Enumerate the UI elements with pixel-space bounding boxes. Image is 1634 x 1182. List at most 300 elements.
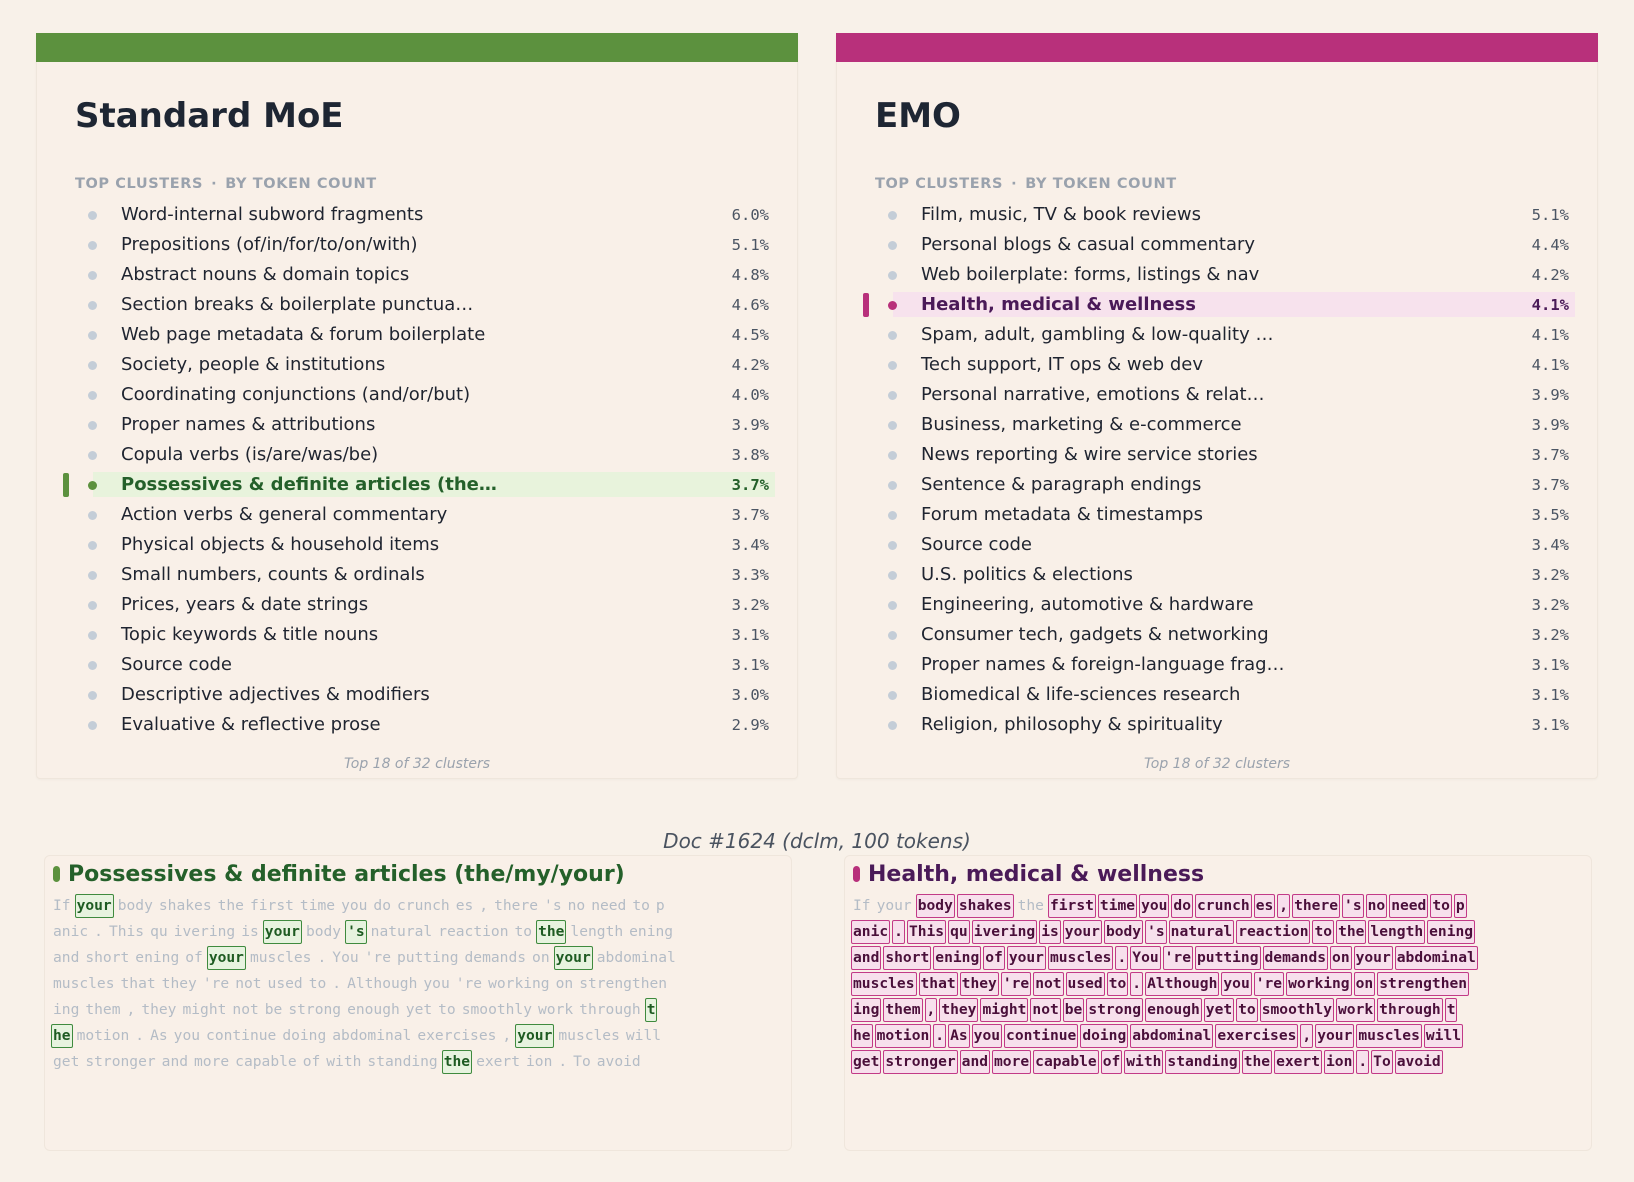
token: avoid	[1395, 1050, 1443, 1074]
cluster-percent: 4.1%	[1531, 356, 1569, 374]
token: doing	[1080, 1024, 1128, 1048]
token: ening	[629, 923, 674, 940]
token: stronger	[883, 1050, 957, 1074]
panel-title: EMO	[875, 96, 961, 136]
subtitle-right: BY TOKEN COUNT	[225, 176, 377, 192]
token-line	[851, 894, 1591, 920]
bullet-icon	[888, 421, 897, 430]
token-line	[51, 1024, 791, 1050]
cluster-label: Action verbs & general commentary	[121, 504, 448, 525]
cluster-color-pill	[53, 866, 60, 882]
cluster-percent: 5.1%	[731, 236, 769, 254]
token: them	[85, 1001, 121, 1018]
cluster-label: Coordinating conjunctions (and/or/but)	[121, 384, 471, 405]
cluster-label: Physical objects & household items	[121, 534, 440, 555]
token: 're	[202, 975, 230, 992]
token: to	[1107, 972, 1129, 996]
token: You	[1130, 946, 1160, 970]
token: ivering	[173, 923, 236, 940]
token: your	[1007, 946, 1046, 970]
bullet-icon	[888, 691, 897, 700]
cluster-row	[863, 710, 1575, 740]
token: ening	[933, 946, 981, 970]
token: crunch	[397, 897, 450, 914]
bullet-icon	[888, 721, 897, 730]
bullet-icon	[88, 451, 97, 460]
cluster-percent: 4.0%	[731, 386, 769, 404]
token: to	[1236, 998, 1258, 1022]
token: they	[939, 998, 978, 1022]
cluster-row	[863, 500, 1575, 530]
token: To	[573, 1053, 591, 1070]
token: working	[488, 975, 550, 992]
token: used	[267, 975, 303, 992]
token-line	[51, 894, 791, 920]
token-line	[851, 972, 1591, 998]
token-line	[51, 920, 791, 946]
cluster-label: Spam, adult, gambling & low-quality …	[921, 324, 1274, 345]
cluster-list	[863, 200, 1575, 740]
token: You	[332, 949, 359, 966]
cluster-row	[863, 680, 1575, 710]
cluster-label: Source code	[921, 534, 1032, 555]
subtitle-separator: ·	[1011, 176, 1018, 192]
cluster-percent: 6.0%	[731, 206, 769, 224]
token: on	[532, 949, 550, 966]
token: demands	[464, 949, 527, 966]
token: get	[851, 1050, 881, 1074]
bullet-icon	[888, 391, 897, 400]
token: 's	[544, 897, 562, 914]
token: your	[554, 946, 593, 970]
token-line	[51, 998, 791, 1024]
cluster-row	[863, 650, 1575, 680]
token: them	[883, 998, 922, 1022]
bullet-icon	[888, 631, 897, 640]
token: smoothly	[1260, 998, 1334, 1022]
token: .	[317, 949, 327, 966]
cluster-row	[863, 410, 1575, 440]
token: that	[919, 972, 958, 996]
token-stream	[51, 894, 791, 1076]
token: to	[438, 1001, 456, 1018]
token: the	[1017, 897, 1044, 914]
cluster-percent: 3.7%	[1531, 446, 1569, 464]
token: .	[1115, 946, 1128, 970]
token: abdominal	[596, 949, 676, 966]
cluster-label: Society, people & institutions	[121, 354, 386, 375]
cluster-row	[863, 260, 1575, 290]
token-line	[851, 998, 1591, 1024]
cluster-percent: 3.8%	[731, 446, 769, 464]
token: ion	[526, 1053, 553, 1070]
token: 're	[1163, 946, 1193, 970]
token: .	[135, 1027, 145, 1044]
token: exercises	[417, 1027, 497, 1044]
token: As	[150, 1027, 168, 1044]
cluster-percent: 4.8%	[731, 266, 769, 284]
token: time	[1098, 894, 1137, 918]
token-line	[51, 972, 791, 998]
cluster-percent: 3.4%	[1531, 536, 1569, 554]
token: ,	[126, 1001, 136, 1018]
token: your	[515, 1024, 554, 1048]
cluster-percent: 3.0%	[731, 686, 769, 704]
token-line	[851, 1024, 1591, 1050]
cluster-label: Descriptive adjectives & modifiers	[121, 684, 430, 705]
cluster-percent: 3.1%	[731, 626, 769, 644]
cluster-label: News reporting & wire service stories	[921, 444, 1258, 465]
bullet-icon	[88, 391, 97, 400]
cluster-percent: 3.3%	[731, 566, 769, 584]
token: through	[579, 1001, 641, 1018]
bullet-icon	[88, 631, 97, 640]
cluster-label: Source code	[121, 654, 232, 675]
cluster-row	[63, 410, 775, 440]
token: enough	[1145, 998, 1202, 1022]
panel-footer: Top 18 of 32 clusters	[1143, 756, 1291, 772]
bullet-icon	[888, 541, 897, 550]
token: be	[1063, 998, 1085, 1022]
token: you	[341, 897, 368, 914]
cluster-label: Business, marketing & e-commerce	[921, 414, 1242, 435]
token: .	[558, 1053, 568, 1070]
token: crunch	[1195, 894, 1252, 918]
token: es	[455, 897, 474, 914]
token: strengthen	[579, 975, 668, 992]
cluster-label: Sentence & paragraph endings	[921, 474, 1202, 495]
cluster-row	[63, 320, 775, 350]
cluster-label: Consumer tech, gadgets & networking	[921, 624, 1269, 645]
cluster-percent: 3.9%	[731, 416, 769, 434]
token: If	[53, 897, 71, 914]
bullet-icon	[888, 481, 897, 490]
token: length	[1368, 920, 1425, 944]
token: This	[108, 923, 145, 940]
cluster-percent: 4.6%	[731, 296, 769, 314]
panel-subtitle	[75, 176, 377, 192]
token: you	[423, 975, 450, 992]
token: work	[538, 1001, 574, 1018]
cluster-percent: 4.2%	[731, 356, 769, 374]
token: ion	[1324, 1050, 1354, 1074]
cluster-label: Proper names & attributions	[121, 414, 376, 435]
cluster-color-pill	[853, 866, 860, 882]
token: and	[851, 946, 881, 970]
cluster-label: Abstract nouns & domain topics	[121, 264, 410, 285]
cluster-label: Film, music, TV & book reviews	[921, 204, 1201, 225]
token: more	[992, 1050, 1031, 1074]
token: there	[494, 897, 539, 914]
token: 're	[1254, 972, 1284, 996]
cluster-label: Personal narrative, emotions & relat…	[921, 384, 1265, 405]
token: length	[570, 923, 624, 940]
token: they	[960, 972, 999, 996]
token: to	[308, 975, 327, 992]
token: on	[1354, 972, 1376, 996]
token: demands	[1263, 946, 1329, 970]
token: will	[625, 1027, 662, 1044]
cluster-label: Proper names & foreign-language frag…	[921, 654, 1285, 675]
cluster-label: Topic keywords & title nouns	[121, 624, 379, 645]
token: ,	[925, 998, 938, 1022]
subtitle-separator: ·	[211, 176, 218, 192]
bullet-icon	[888, 661, 897, 670]
token: shakes	[957, 894, 1014, 918]
token-line	[51, 1050, 791, 1076]
token: ening	[1427, 920, 1475, 944]
token: do	[373, 897, 391, 914]
token: and	[161, 1053, 189, 1070]
cluster-label: Possessives & definite articles (the…	[121, 474, 497, 495]
token: of	[302, 1053, 321, 1070]
token: .	[1130, 972, 1143, 996]
panel-color-bar	[836, 33, 1598, 62]
token: your	[207, 946, 246, 970]
token: shakes	[158, 897, 212, 914]
cluster-percent: 3.7%	[1531, 476, 1569, 494]
token: reaction	[1236, 920, 1310, 944]
token: on	[1330, 946, 1352, 970]
token: first	[1048, 894, 1096, 918]
token: Although	[347, 975, 418, 992]
cluster-percent: 2.9%	[731, 716, 769, 734]
token: need	[1389, 894, 1428, 918]
token: exercises	[1215, 1024, 1298, 1048]
token: that	[120, 975, 156, 992]
panel-subtitle	[875, 176, 1177, 192]
bullet-icon	[88, 211, 97, 220]
bullet-icon	[888, 211, 897, 220]
token: there	[1292, 894, 1340, 918]
token: yet	[1204, 998, 1234, 1022]
token: working	[1286, 972, 1352, 996]
token: of	[1101, 1050, 1123, 1074]
bullet-icon	[88, 301, 97, 310]
cluster-row	[63, 560, 775, 590]
cluster-row	[63, 710, 775, 740]
token: body	[117, 897, 153, 914]
token: strong	[1086, 998, 1143, 1022]
token: 's	[1145, 920, 1167, 944]
token: no	[1366, 894, 1388, 918]
token: This	[907, 920, 946, 944]
token: exert	[1274, 1050, 1322, 1074]
token: exert	[476, 1053, 521, 1070]
cluster-percent: 3.2%	[1531, 626, 1569, 644]
bullet-icon	[88, 691, 97, 700]
token: reaction	[438, 923, 509, 940]
cluster-percent: 3.9%	[1531, 386, 1569, 404]
bullet-icon	[88, 421, 97, 430]
cluster-row	[63, 290, 775, 320]
panel-footer: Top 18 of 32 clusters	[343, 756, 491, 772]
token: stronger	[85, 1053, 156, 1070]
cluster-label: Section breaks & boilerplate punctua…	[121, 294, 474, 315]
cluster-label: Web page metadata & forum boilerplate	[121, 324, 486, 345]
token: get	[53, 1053, 80, 1070]
doc-panel-heading	[853, 862, 1204, 887]
cluster-label: U.S. politics & elections	[921, 564, 1133, 585]
token: ing	[53, 1001, 80, 1018]
token: capable	[235, 1053, 297, 1070]
cluster-row	[863, 470, 1575, 500]
token: standing	[367, 1053, 438, 1070]
token: might	[980, 998, 1028, 1022]
bullet-icon	[88, 361, 97, 370]
token: short	[85, 949, 130, 966]
token: your	[75, 894, 114, 918]
token: 're	[1001, 972, 1031, 996]
token: .	[933, 1024, 946, 1048]
token: and	[53, 949, 80, 966]
token: body	[1104, 920, 1143, 944]
cluster-label: Forum metadata & timestamps	[921, 504, 1203, 525]
panel-color-bar	[36, 33, 798, 62]
token: .	[892, 920, 905, 944]
token: p	[1454, 894, 1467, 918]
cluster-row	[863, 230, 1575, 260]
cluster-row	[863, 530, 1575, 560]
token: to	[1312, 920, 1334, 944]
token: As	[948, 1024, 970, 1048]
token: of	[983, 946, 1005, 970]
token: you	[972, 1024, 1002, 1048]
cluster-row	[63, 590, 775, 620]
token: ening	[135, 949, 180, 966]
token: 's	[345, 920, 367, 944]
token: p	[655, 897, 665, 914]
token: muscles	[851, 972, 917, 996]
cluster-row	[863, 350, 1575, 380]
token: muscles	[1356, 1024, 1422, 1048]
token: not	[232, 1001, 259, 1018]
cluster-label: Biomedical & life-sciences research	[921, 684, 1241, 705]
token: not	[1030, 998, 1060, 1022]
cluster-percent: 3.4%	[731, 536, 769, 554]
token: he	[851, 1024, 873, 1048]
token: putting	[397, 949, 459, 966]
token: with	[326, 1053, 362, 1070]
cluster-row	[63, 680, 775, 710]
cluster-row	[63, 530, 775, 560]
cluster-row	[63, 260, 775, 290]
doc-panel-emo	[844, 855, 1592, 1151]
cluster-label: Evaluative & reflective prose	[121, 714, 381, 735]
cluster-row	[863, 200, 1575, 230]
token: you	[173, 1027, 201, 1044]
token: muscles	[249, 949, 312, 966]
cluster-label: Word-internal subword fragments	[121, 204, 424, 225]
bullet-icon	[888, 331, 897, 340]
cluster-percent: 3.7%	[731, 506, 769, 524]
cluster-row	[863, 620, 1575, 650]
cluster-percent: 4.1%	[1531, 296, 1569, 314]
token: t	[1445, 998, 1458, 1022]
cluster-label: Personal blogs & casual commentary	[921, 234, 1256, 255]
token: to	[514, 923, 533, 940]
cluster-percent: 5.1%	[1531, 206, 1569, 224]
token-line	[851, 920, 1591, 946]
token: doing	[282, 1027, 327, 1044]
token: ivering	[972, 920, 1038, 944]
token-line	[851, 946, 1591, 972]
token: body	[305, 923, 342, 940]
cluster-row	[63, 350, 775, 380]
token: qu	[948, 920, 970, 944]
panel-title: Standard MoE	[75, 96, 344, 136]
token: and	[960, 1050, 990, 1074]
cluster-row	[863, 590, 1575, 620]
cluster-row	[63, 230, 775, 260]
token: anic	[53, 923, 89, 940]
token-line	[51, 946, 791, 972]
panel-standard-moe	[36, 33, 798, 779]
cluster-row	[63, 440, 775, 470]
token: avoid	[596, 1053, 641, 1070]
bullet-icon	[88, 331, 97, 340]
subtitle-left: TOP CLUSTERS	[875, 176, 1004, 192]
cluster-label: Copula verbs (is/are/was/be)	[121, 444, 379, 465]
doc-panel-label: Health, medical & wellness	[868, 862, 1205, 887]
token: of	[185, 949, 203, 966]
cluster-row	[63, 500, 775, 530]
cluster-row	[863, 380, 1575, 410]
token: .	[1356, 1050, 1369, 1074]
token: on	[555, 975, 574, 992]
bullet-icon	[88, 571, 97, 580]
token: body	[916, 894, 955, 918]
token: To	[1371, 1050, 1393, 1074]
token: motion	[875, 1024, 932, 1048]
token: might	[182, 1001, 227, 1018]
cluster-percent: 3.1%	[731, 656, 769, 674]
bullet-icon	[888, 301, 897, 310]
cluster-row	[63, 200, 775, 230]
cluster-row	[63, 380, 775, 410]
cluster-percent: 3.1%	[1531, 686, 1569, 704]
highlight-accent	[863, 293, 869, 317]
token: muscles	[1048, 946, 1114, 970]
token: abdominal	[332, 1027, 412, 1044]
cluster-label: Health, medical & wellness	[921, 294, 1196, 315]
token: will	[1424, 1024, 1463, 1048]
token: you	[1139, 894, 1169, 918]
doc-panel-standard	[44, 855, 792, 1151]
token: no	[567, 897, 586, 914]
token: muscles	[558, 1027, 620, 1044]
subtitle-right: BY TOKEN COUNT	[1025, 176, 1177, 192]
highlight-accent	[63, 473, 69, 497]
token: with	[1124, 1050, 1163, 1074]
token: .	[94, 923, 103, 940]
token: natural	[1169, 920, 1235, 944]
bullet-icon	[88, 601, 97, 610]
token: the	[1242, 1050, 1272, 1074]
token: yet	[405, 1001, 433, 1018]
token: continue	[1004, 1024, 1078, 1048]
cluster-row	[63, 470, 775, 500]
cluster-percent: 4.1%	[1531, 326, 1569, 344]
token: the	[1336, 920, 1366, 944]
token: strengthen	[1377, 972, 1469, 996]
token: If	[853, 897, 871, 914]
doc-panel-label: Possessives & definite articles (the/my/your)	[68, 862, 625, 887]
token: your	[876, 897, 912, 914]
cluster-label: Engineering, automotive & hardware	[921, 594, 1254, 615]
cluster-label: Tech support, IT ops & web dev	[921, 354, 1204, 375]
cluster-label: Prepositions (of/in/for/to/on/with)	[121, 234, 418, 255]
